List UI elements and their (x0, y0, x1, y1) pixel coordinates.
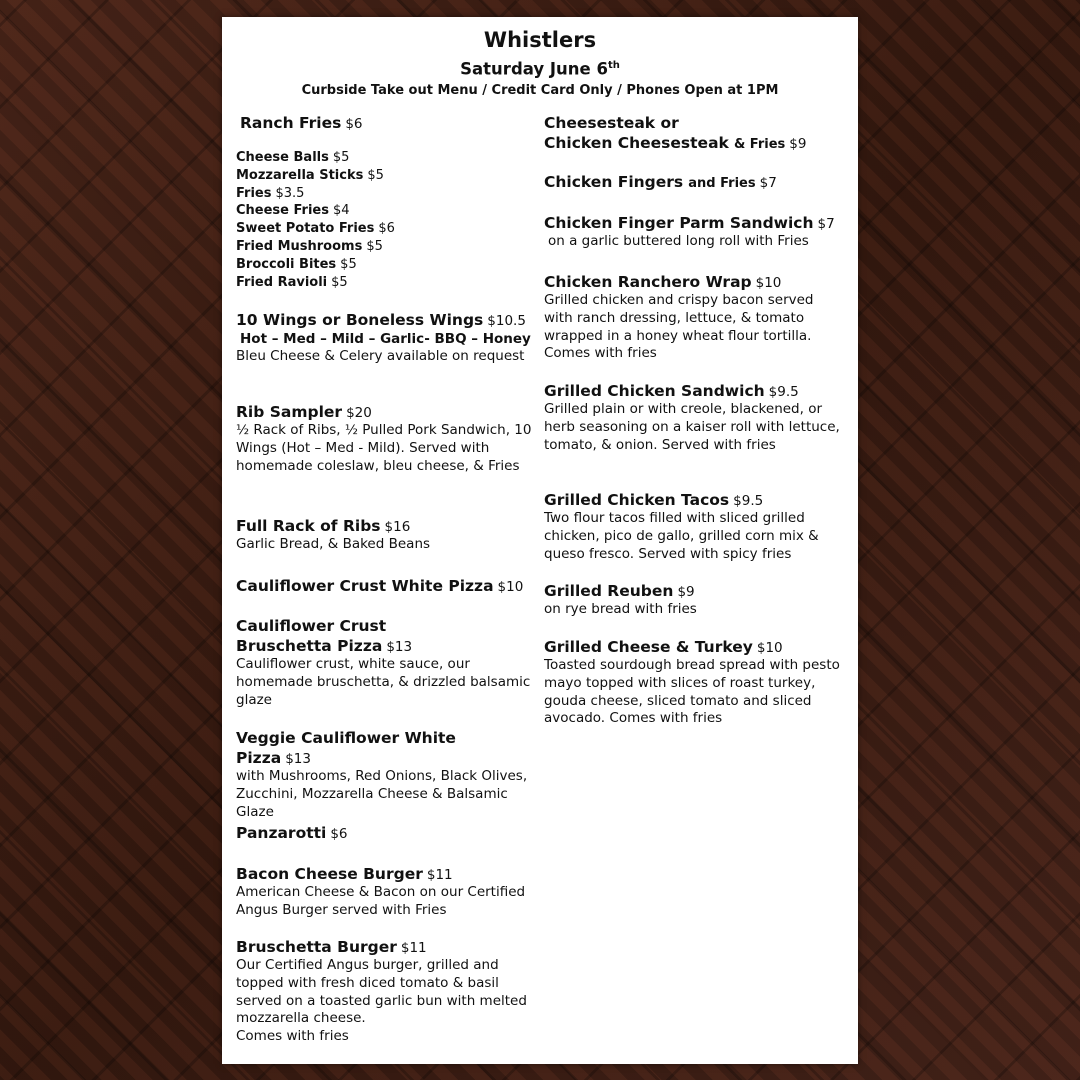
menu-item-veggie-pizza (236, 728, 532, 821)
item-description: Cauliflower crust, white sauce, our homemade bruschetta, & drizzled balsamic glaze (236, 656, 531, 708)
menu-item-grilled-reuben (544, 581, 840, 619)
item-description: Our Certified Angus burger, grilled and topped with fresh diced tomato & basil served on a toasted garlic bun with melted mozzarella cheese. (236, 957, 527, 1027)
item-name: Cauliflower Crust (236, 617, 387, 635)
item-price: $9.5 (733, 493, 764, 509)
menu-subtitle: Curbside Take out Menu / Credit Card Only / Phones Open at 1PM (301, 82, 779, 98)
item-description: with Mushrooms, Red Onions, Black Olives, Zucchini, Mozzarella Cheese & Balsamic Glaze (236, 768, 528, 820)
menu-item-cheesesteak (544, 113, 840, 153)
item-price: $10 (755, 275, 782, 291)
item-name: Ranch Fries (240, 114, 342, 132)
menu-item-bacon-cheese-burger (236, 864, 532, 920)
side-item: Fried Mushrooms $5 (236, 238, 383, 254)
item-name: Panzarotti (236, 824, 327, 842)
menu-date-text: Saturday June 6 (460, 59, 608, 79)
menu-item-wings (236, 310, 532, 366)
item-suffix: and Fries (688, 176, 756, 191)
item-name: Chicken Fingers (544, 173, 684, 191)
side-item: Fries $3.5 (236, 185, 305, 201)
menu-item-chicken-finger-parm (544, 213, 840, 251)
item-price: $20 (346, 405, 372, 421)
menu-item-chicken-fingers (544, 172, 840, 192)
menu-sheet (222, 17, 858, 1064)
side-item: Broccoli Bites $5 (236, 256, 357, 272)
item-name: Cauliflower Crust White Pizza (236, 577, 494, 595)
item-price: $10 (756, 640, 783, 656)
side-item: Fried Ravioli $5 (236, 274, 348, 290)
item-name: Bruschetta Burger (236, 938, 397, 956)
item-suffix: & Fries (733, 137, 786, 152)
item-name: Grilled Cheese & Turkey (544, 638, 753, 656)
item-price: $10 (497, 579, 524, 595)
menu-header (222, 27, 858, 100)
item-name: Bacon Cheese Burger (236, 865, 423, 883)
item-description: on a garlic buttered long roll with Fries (548, 233, 809, 249)
item-description: ½ Rack of Ribs, ½ Pulled Pork Sandwich, 10 Wings (Hot – Med - Mild). Served with homemade coleslaw, bleu cheese, & Fries (236, 422, 532, 474)
menu-date (222, 55, 858, 81)
item-description: on rye bread with fries (544, 601, 697, 617)
item-price: $13 (285, 751, 311, 767)
item-description: Grilled plain or with creole, blackened, or herb seasoning on a kaiser roll with lettuce, tomato, & onion. Served with fries (544, 401, 840, 453)
item-price: $10.5 (487, 313, 526, 329)
item-price: $16 (384, 519, 411, 535)
menu-item-rib-sampler (236, 402, 532, 475)
item-price: $6 (330, 826, 348, 842)
item-name: Veggie Cauliflower White Pizza (236, 729, 456, 767)
item-name: Grilled Chicken Sandwich (544, 382, 765, 400)
item-description-extra: Comes with fries (236, 1028, 349, 1045)
sides-list (236, 149, 532, 291)
item-price: $9.5 (768, 384, 799, 400)
wing-flavors: Hot – Med – Mild – Garlic- BBQ – Honey (240, 331, 531, 347)
menu-item-ranch-fries (240, 113, 536, 133)
side-item: Sweet Potato Fries $6 (236, 221, 395, 237)
menu-item-ranchero-wrap (544, 272, 840, 363)
item-price: $7 (817, 216, 835, 232)
item-description: Garlic Bread, & Baked Beans (236, 536, 431, 552)
item-price: $9 (677, 584, 695, 600)
item-name-line2: Bruschetta Pizza (236, 637, 383, 655)
item-price: $7 (759, 175, 777, 191)
menu-item-cauliflower-bruschetta-pizza (236, 616, 532, 709)
menu-item-full-rack (236, 516, 532, 554)
menu-item-grilled-chicken-sandwich (544, 381, 840, 454)
side-item: Cheese Fries $4 (236, 203, 350, 219)
item-name: 10 Wings or Boneless Wings (236, 311, 484, 329)
item-price: $11 (426, 867, 453, 883)
item-description: Grilled chicken and crispy bacon served with ranch dressing, lettuce, & tomato wrapped in a honey wheat flour tortilla. Comes with fries (544, 292, 814, 362)
item-name: Chicken Ranchero Wrap (544, 273, 752, 291)
item-price: $11 (400, 940, 427, 956)
side-item: Mozzarella Sticks $5 (236, 167, 384, 183)
item-name: Grilled Reuben (544, 582, 674, 600)
item-name: Chicken Finger Parm Sandwich (544, 214, 814, 232)
menu-item-panzarotti (236, 823, 532, 843)
item-description: Toasted sourdough bread spread with pesto mayo topped with slices of roast turkey, gouda cheese, sliced tomato and sliced avocado. Comes with fries (544, 657, 840, 727)
menu-item-bruschetta-burger (236, 937, 532, 1046)
restaurant-name: Whistlers (483, 28, 597, 52)
item-description: Bleu Cheese & Celery available on request (236, 348, 525, 364)
item-price: $6 (345, 116, 363, 132)
item-name-line2: Chicken Cheesesteak (544, 134, 729, 152)
menu-item-grilled-cheese-turkey (544, 637, 840, 728)
item-name: Rib Sampler (236, 403, 343, 421)
item-name: Grilled Chicken Tacos (544, 491, 730, 509)
item-price: $9 (789, 136, 807, 152)
menu-date-suffix: th (607, 60, 620, 71)
item-description: American Cheese & Bacon on our Certified Angus Burger served with Fries (236, 884, 526, 918)
side-item: Cheese Balls $5 (236, 150, 350, 165)
item-description: Two flour tacos filled with sliced grilled chicken, pico de gallo, grilled corn mix & queso fresco. Served with spicy fries (544, 510, 819, 562)
item-price: $13 (386, 639, 413, 655)
menu-item-cauliflower-white-pizza (236, 576, 532, 596)
item-name: Cheesesteak or (544, 114, 679, 132)
item-name: Full Rack of Ribs (236, 517, 381, 535)
menu-item-grilled-chicken-tacos (544, 490, 840, 563)
